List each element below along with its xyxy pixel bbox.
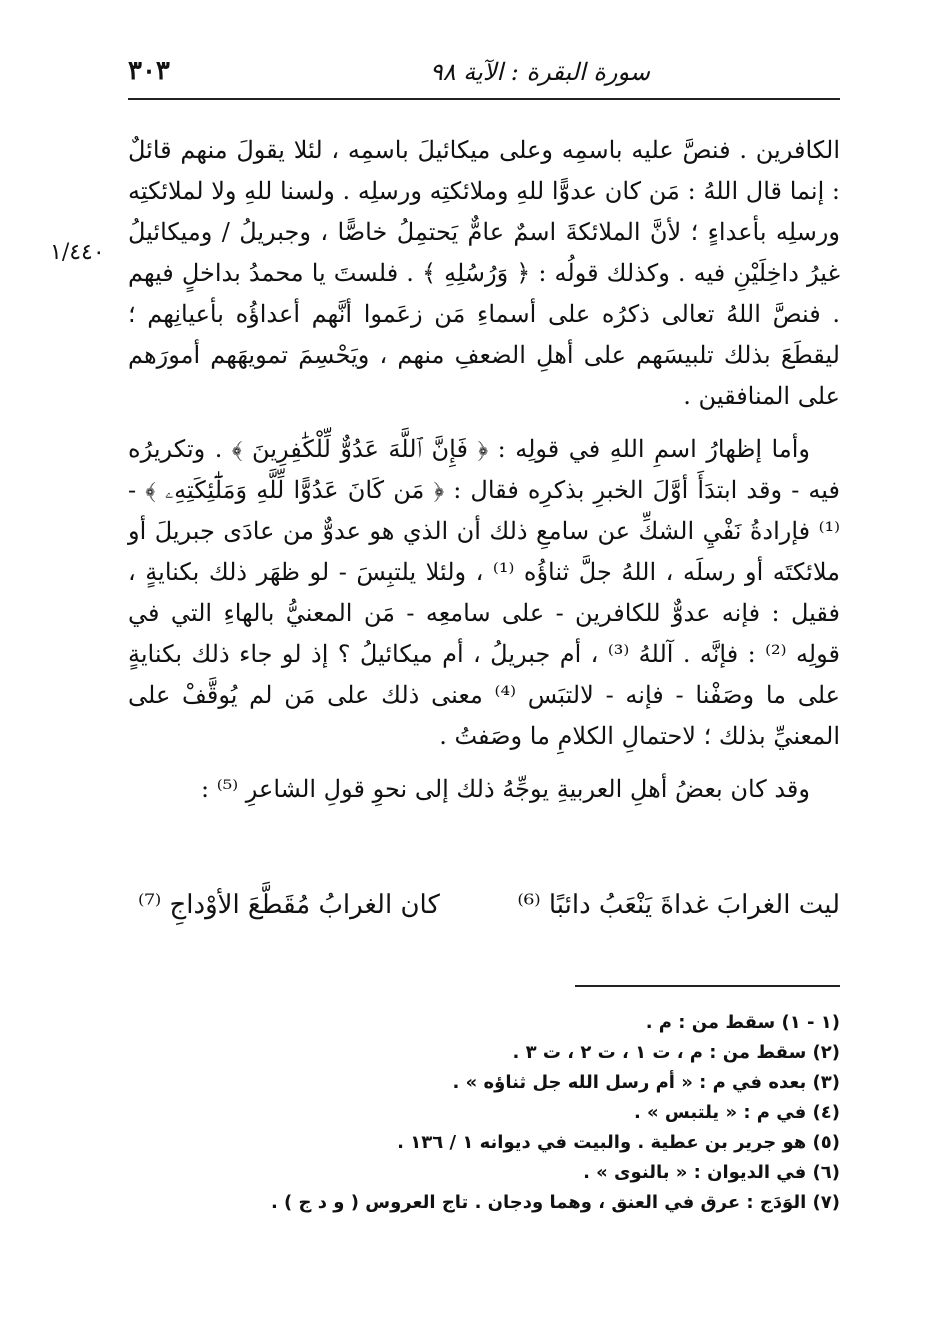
footnote: (٣) بعده في م : « أم رسل الله جل ثناؤه » . <box>452 1072 840 1093</box>
verse-second-hemistich: كان الغرابُ مُقَطَّعَ الأوْداجِ ⁽⁷⁾ <box>138 890 440 920</box>
running-title: سورة البقرة : الآية ٩٨ <box>429 58 650 86</box>
paragraph-1: الكافرين . فنصَّ عليه باسمِه وعلى ميكائيلَ باسمِه ، لئلا يقولَ منهم قائلٌ : إنما قال اللهُ : مَن كان عدوًّا للهِ وملائكتِه ورسلِه . ولسنا للهِ ولا لملائكتِه ورسلِه بأعداءٍ ؛ لأنَّ الملائكةَ اسمٌ عامٌّ يَحتمِلُ خاصًّا ، وجبريلُ / وميكائيلُ غيرُ داخِلَيْنِ فيه . وكذلك قولُه : ﴿ وَرُسُلِهِ ﴾ . فلستَ يا محمدُ بداخلٍ فيهم . فنصَّ اللهُ تعالى ذكرُه على أسماءِ مَن زعَموا أنَّهم أعداؤُه بأعيانِهم ؛ ليقطَعَ بذلك تلبيسَهم على أهلِ الضعفِ منهم ، ويَحْسِمَ تمويهَهم أمورَهم على المنافقين . <box>128 136 840 410</box>
footnote-rule <box>575 985 840 987</box>
footnote: (٧) الوَدَج : عرق في العنق ، وهما ودجان . تاج العروس ( و د ج ) . <box>270 1192 840 1213</box>
paragraph-3: وقد كان بعضُ أهلِ العربيةِ يوجِّهُ ذلك إلى نحوِ قولِ الشاعرِ ⁽⁵⁾ : <box>201 775 810 803</box>
footnote: (٤) في م : « يلتبس » . <box>633 1102 840 1123</box>
header-rule <box>128 98 840 100</box>
footnote: (٥) هو جرير بن عطية . والبيت في ديوانه ١ / ١٣٦ . <box>397 1132 840 1153</box>
footnote: (١ - ١) سقط من : م . <box>645 1012 840 1033</box>
margin-reference: ١/٤٤٠ <box>50 240 105 265</box>
main-text <box>128 130 840 810</box>
footnote: (٦) في الديوان : « بالنوى » . <box>583 1162 840 1183</box>
footnote: (٢) سقط من : م ، ت ١ ، ت ٢ ، ت ٣ . <box>512 1042 840 1063</box>
page-header <box>128 52 840 92</box>
verse-first-hemistich: ليت الغرابَ غداةَ يَنْعَبُ دائبًا ⁽⁶⁾ <box>517 890 840 920</box>
page-number: ٣٠٣ <box>128 56 170 86</box>
paragraph-2: وأما إظهارُ اسمِ اللهِ في قولِه : ﴿ فَإِنَّ ٱللَّهَ عَدُوٌّ لِّلْكَٰفِرِينَ ﴾ . وتكريرُه فيه - وقد ابتدَأَ أوَّلَ الخبرِ بذكرِه فقال : ﴿ مَن كَانَ عَدُوًّا لِّلَّهِ وَمَلَٰٓئِكَتِهِۦ ﴾ - ⁽¹⁾ فإرادةُ نَفْيِ الشكِّ عن سامعِ ذلك أن الذي هو عدوٌّ من عادَى جبريلَ أو ملائكتَه أو رسلَه ، اللهُ جلَّ ثناؤُه ⁽¹⁾ ، ولئلا يلتبِسَ - لو ظهَر ذلك بكنايةٍ ، فقيل : فإنه عدوٌّ للكافرين - على سامعِه - مَن المعنيُّ بالهاءِ التي في قولِه ⁽²⁾ : فإنَّه . آللهُ ⁽³⁾ ، أم جبريلُ ، أم ميكائيلُ ؟ إذ لو جاء ذلك بكنايةٍ على ما وصَفْنا - فإنه - لالتبَس ⁽⁴⁾ معنى ذلك على مَن لم يُوقَّفْ على المعنيِّ بذلك ؛ لاحتمالِ الكلامِ ما وصَفتُ . <box>128 435 841 750</box>
poetry-verse <box>128 890 840 934</box>
footnotes <box>128 1008 840 1218</box>
